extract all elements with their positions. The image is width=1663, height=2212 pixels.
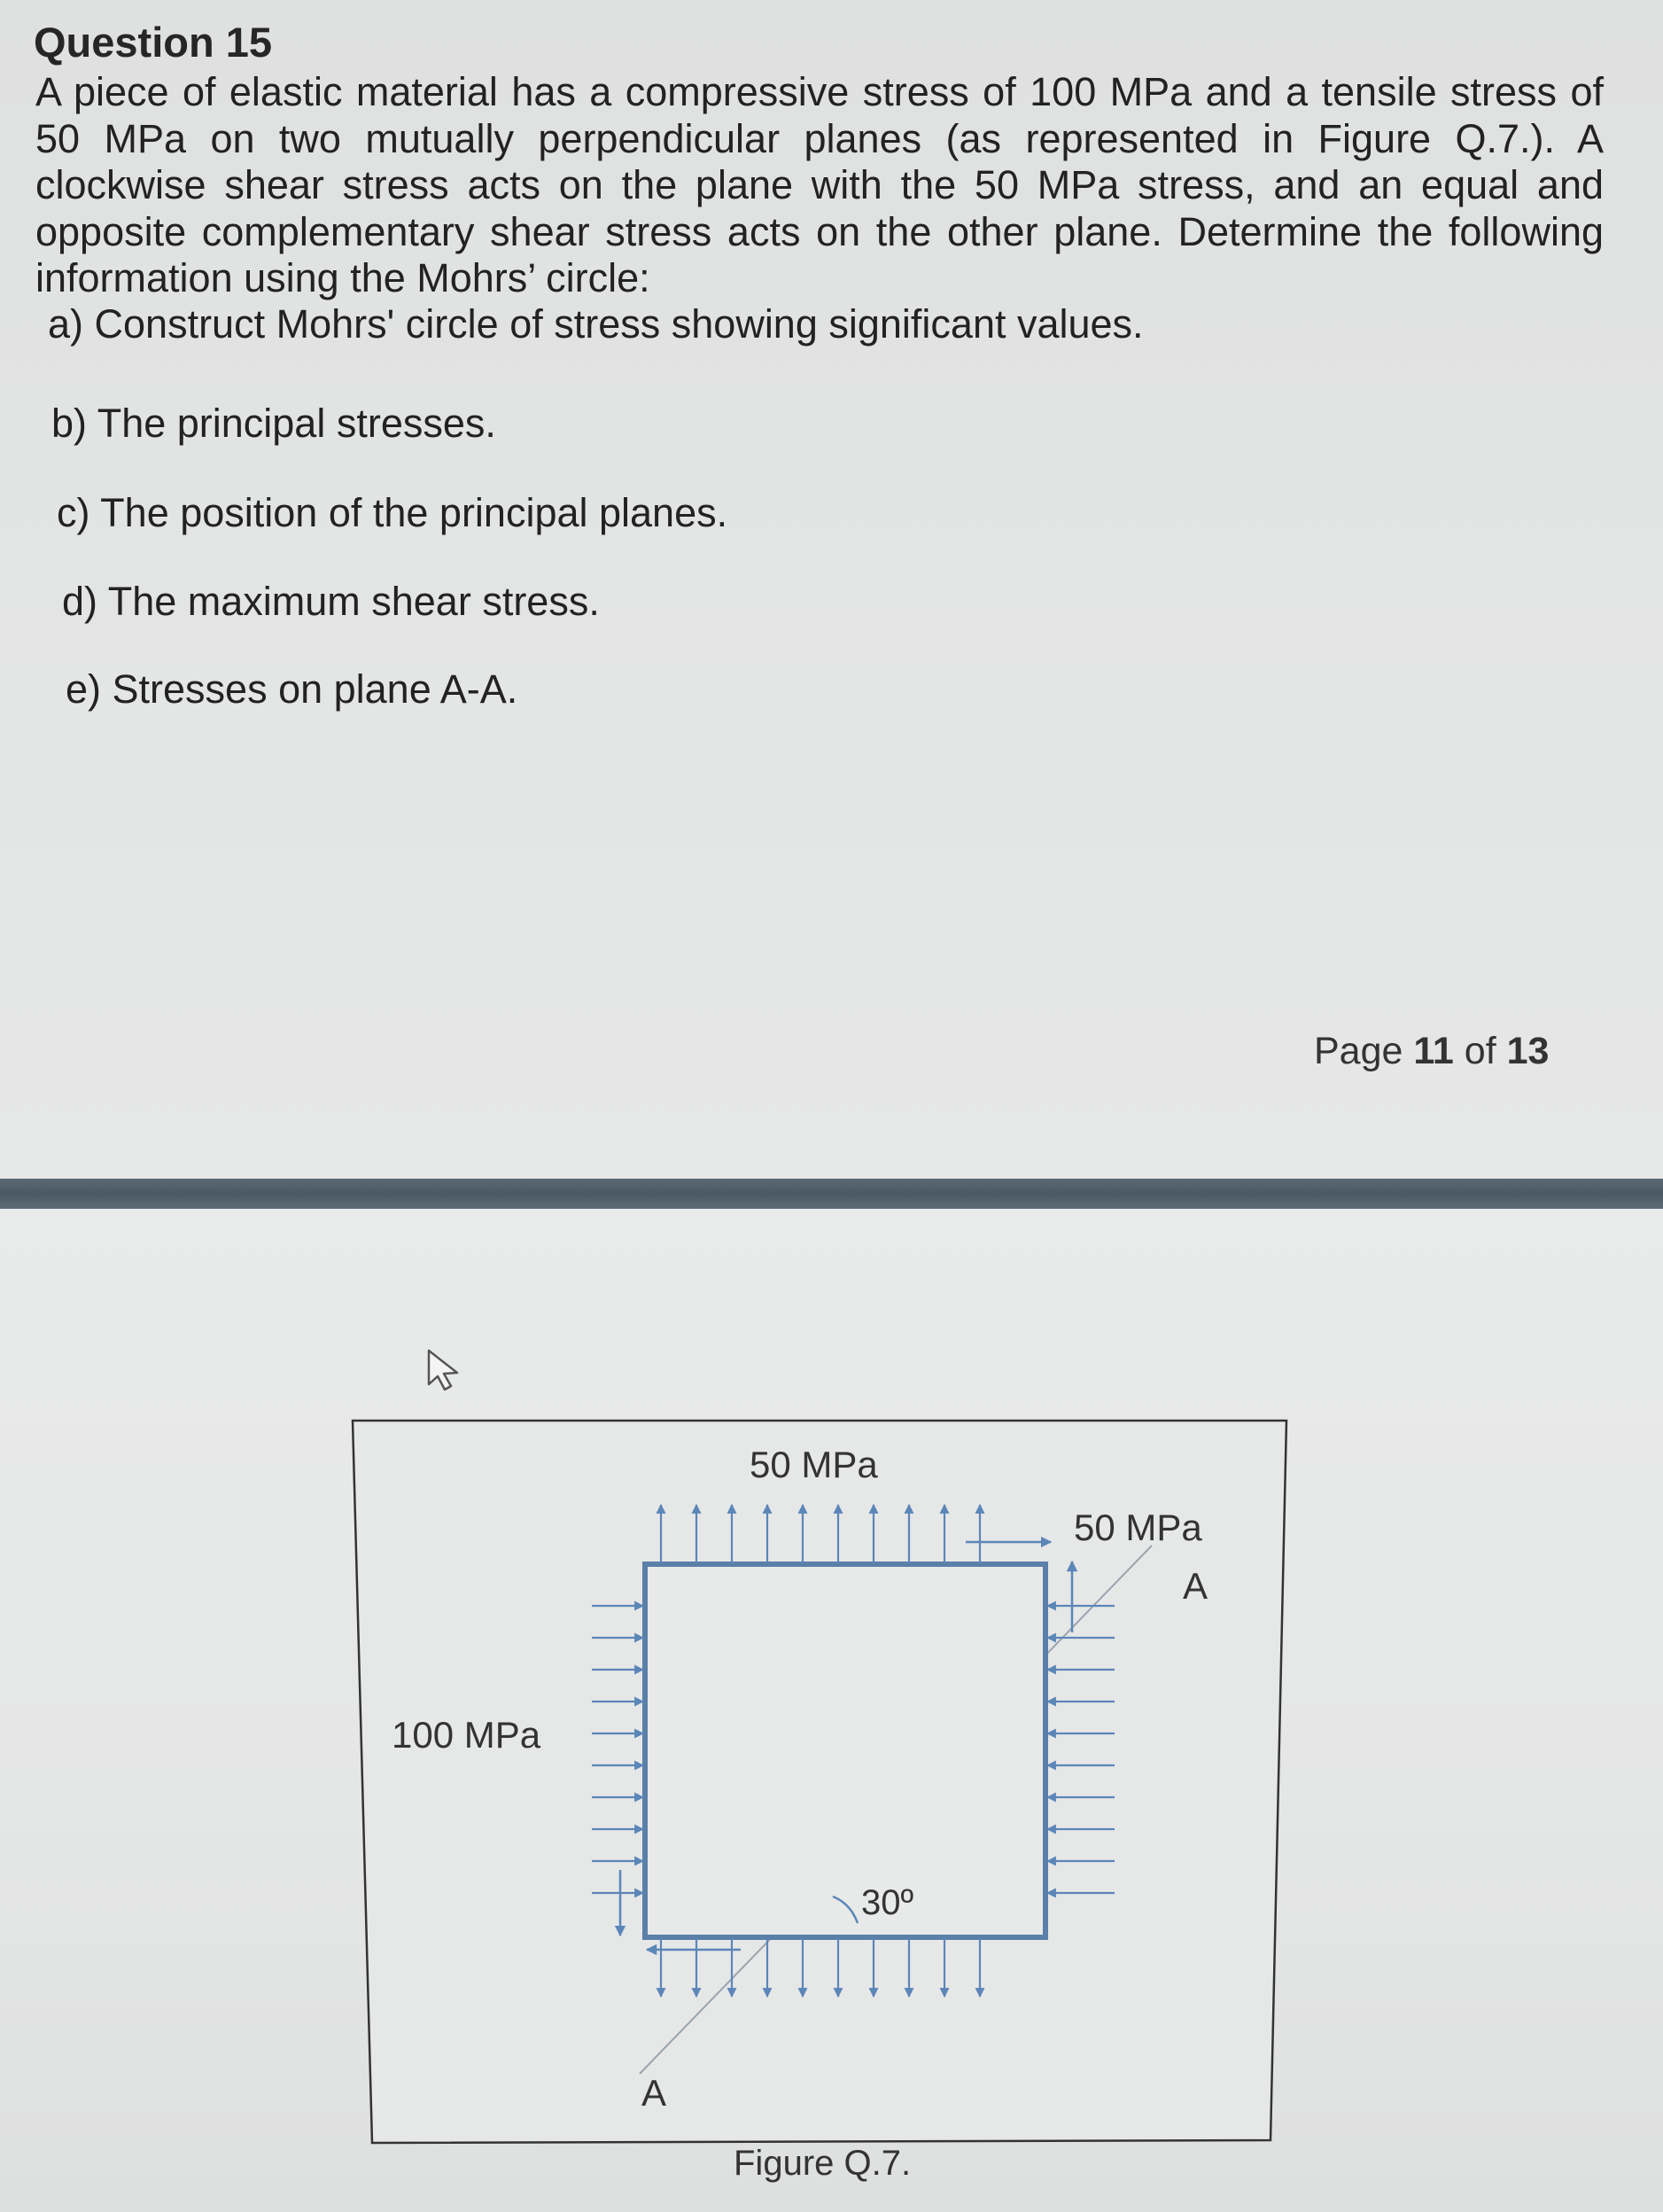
label-top-stress: 50 MPa [750,1444,878,1485]
label-plane-a-bottom: A [641,2072,667,2114]
question-body: A piece of elastic material has a compressive stress of 100 MPa and a tensile stress of 50 MPa on two mutually perpendicular planes (as represented in Figure Q.7.). A clockwise shear stress acts on the plane with the 50 MPa stress, and an equal and opposite complementary shear stress acts on the other plane. Determine the following information using the Mohrs’ circle: [35,69,1604,300]
label-plane-a-top: A [1183,1565,1208,1607]
stress-element [645,1564,1045,1937]
question-title: Question 15 [34,19,273,66]
page-prefix: Page [1314,1030,1414,1072]
page-total: 13 [1506,1030,1550,1072]
label-angle: 30º [861,1883,914,1922]
page-of: of [1453,1030,1507,1072]
label-right-stress: 50 MPa [1074,1507,1202,1548]
question-item-b: b) The principal stresses. [51,401,496,446]
label-left-stress: 100 MPa [392,1714,541,1756]
question-item-e: e) Stresses on plane A-A. [66,666,518,712]
question-item-a: a) Construct Mohrs' circle of stress showing significant values. [48,301,1144,347]
page-current: 11 [1413,1030,1454,1072]
figure-caption: Figure Q.7. [734,2144,912,2183]
question-item-d: d) The maximum shear stress. [62,579,600,624]
question-item-c: c) The position of the principal planes. [57,490,728,535]
